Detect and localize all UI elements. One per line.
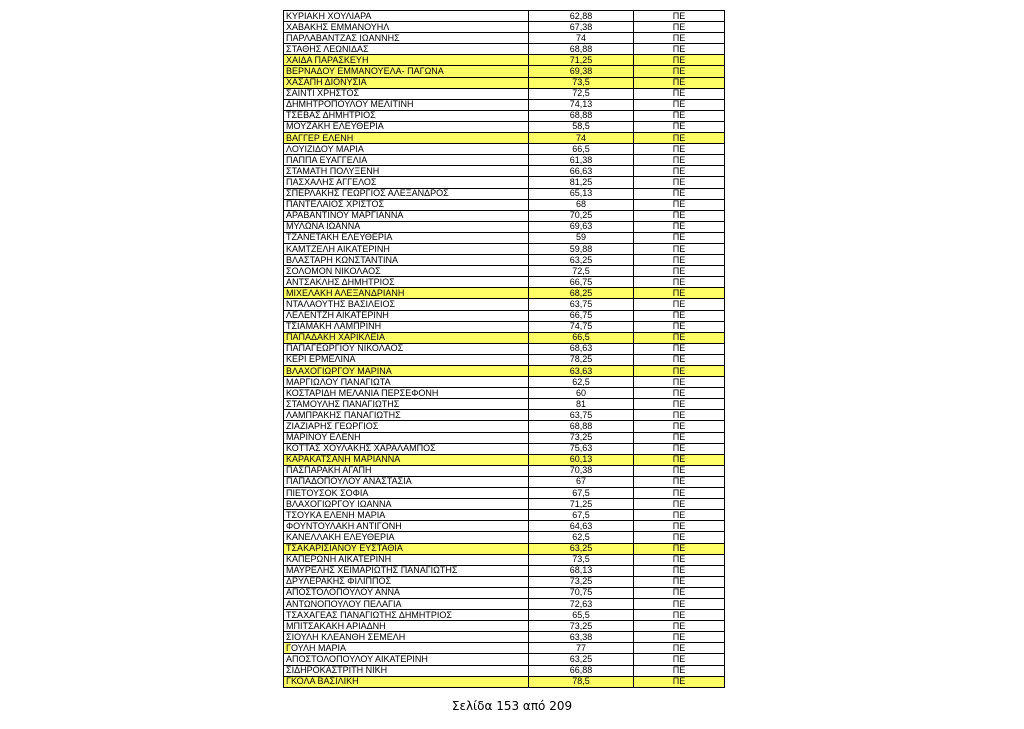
name-cell: ΛΟΥΙΖΙΔΟΥ ΜΑΡΙΑ [284,144,529,155]
table-row [284,243,725,254]
category-cell: ΠΕ [634,465,725,476]
category-cell: ΠΕ [634,654,725,665]
table-row [284,188,725,199]
category-cell: ΠΕ [634,44,725,55]
score-cell: 74,75 [529,321,634,332]
score-cell: 63,25 [529,543,634,554]
score-cell: 74,13 [529,99,634,110]
category-cell: ΠΕ [634,598,725,609]
name-cell: ΜΑΡΙΝΟΥ ΕΛΕΝΗ [284,432,529,443]
score-cell: 72,63 [529,598,634,609]
name-cell: ΚΑΡΑΚΑΤΣΑΝΗ ΜΑΡΙΑΝΝΑ [284,454,529,465]
name-cell: ΜΙΧΕΛΑΚΗ ΑΛΕΞΑΝΔΡΙΑΝΗ [284,288,529,299]
category-cell: ΠΕ [634,310,725,321]
table-row [284,576,725,587]
table-row [284,44,725,55]
table-row [284,676,725,687]
name-cell: ΛΑΜΠΡΑΚΗΣ ΠΑΝΑΓΙΩΤΗΣ [284,410,529,421]
name-cell: ΑΠΟΣΤΟΛΟΠΟΥΛΟΥ ΑΝΝΑ [284,587,529,598]
category-cell: ΠΕ [634,610,725,621]
category-cell: ΠΕ [634,499,725,510]
table-row [284,388,725,399]
category-cell: ΠΕ [634,288,725,299]
results-table [283,10,725,688]
name-cell: ΒΑΓΓΕΡ ΕΛΕΝΗ [284,133,529,144]
category-cell: ΠΕ [634,332,725,343]
table-row [284,598,725,609]
score-cell: 64,63 [529,521,634,532]
table-row [284,232,725,243]
table-row [284,410,725,421]
category-cell: ΠΕ [634,510,725,521]
page-number: Σελίδα 153 από 209 [451,699,573,713]
category-cell: ΠΕ [634,476,725,487]
name-cell: ΣΤΑΘΗΣ ΛΕΩΝΙΔΑΣ [284,44,529,55]
name-cell: ΑΝΤΩΝΟΠΟΥΛΟΥ ΠΕΛΑΓΙΑ [284,598,529,609]
results-table-body [284,11,725,688]
name-cell: ΑΝΤΣΑΚΛΗΣ ΔΗΜΗΤΡΙΟΣ [284,277,529,288]
score-cell: 67 [529,476,634,487]
table-row [284,354,725,365]
table-row [284,33,725,44]
table-row [284,421,725,432]
table-row [284,255,725,266]
score-cell: 69,63 [529,221,634,232]
table-row [284,166,725,177]
score-cell: 61,38 [529,155,634,166]
score-cell: 60,13 [529,454,634,465]
table-row [284,343,725,354]
score-cell: 73,25 [529,621,634,632]
name-cell: ΑΡΑΒΑΝΤΙΝΟΥ ΜΑΡΓΙΑΝΝΑ [284,210,529,221]
score-cell: 67,38 [529,22,634,33]
score-cell: 68,25 [529,288,634,299]
table-row [284,22,725,33]
name-cell: ΠΑΡΛΑΒΑΝΤΖΑΣ ΙΩΑΝΝΗΣ [284,33,529,44]
table-row [284,377,725,388]
category-cell: ΠΕ [634,643,725,654]
score-cell: 60 [529,388,634,399]
table-row [284,488,725,499]
table-row [284,587,725,598]
name-cell: ΠΑΠΑΓΕΩΡΓΙΟΥ ΝΙΚΟΛΑΟΣ [284,343,529,354]
name-cell: ΒΕΡΝΑΔΟΥ ΕΜΜΑΝΟΥΕΛΑ- ΠΑΓΩΝΑ [284,66,529,77]
score-cell: 67,5 [529,488,634,499]
name-cell: ΣΟΛΟΜΟΝ ΝΙΚΟΛΑΟΣ [284,266,529,277]
category-cell: ΠΕ [634,255,725,266]
table-row [284,521,725,532]
name-cell: ΜΟΥΖΑΚΗ ΕΛΕΥΘΕΡΙΑ [284,121,529,132]
score-cell: 70,38 [529,465,634,476]
score-cell: 66,63 [529,166,634,177]
table-row [284,665,725,676]
category-cell: ΠΕ [634,144,725,155]
score-cell: 71,25 [529,55,634,66]
score-cell: 68 [529,199,634,210]
category-cell: ΠΕ [634,343,725,354]
table-row [284,610,725,621]
score-cell: 58,5 [529,121,634,132]
category-cell: ΠΕ [634,454,725,465]
category-cell: ΠΕ [634,399,725,410]
score-cell: 81,25 [529,177,634,188]
table-row [284,121,725,132]
score-cell: 63,25 [529,654,634,665]
table-row [284,454,725,465]
category-cell: ΠΕ [634,188,725,199]
category-cell: ΠΕ [634,665,725,676]
name-cell: ΚΟΤΤΑΣ ΧΟΥΛΑΚΗΣ ΧΑΡΑΛΑΜΠΟΣ [284,443,529,454]
name-cell: ΒΛΑΧΟΓΙΩΡΓΟΥ ΙΩΑΝΝΑ [284,499,529,510]
category-cell: ΠΕ [634,110,725,121]
score-cell: 59 [529,232,634,243]
score-cell: 68,63 [529,343,634,354]
name-cell: ΚΑΠΕΡΩΝΗ ΑΙΚΑΤΕΡΙΝΗ [284,554,529,565]
score-cell: 81 [529,399,634,410]
table-row [284,199,725,210]
table-row [284,88,725,99]
name-cell: ΚΕΡΙ ΕΡΜΕΛΙΝΑ [284,354,529,365]
table-row [284,210,725,221]
name-cell: ΠΑΠΑΔΟΠΟΥΛΟΥ ΑΝΑΣΤΑΣΙΑ [284,476,529,487]
table-row [284,299,725,310]
category-cell: ΠΕ [634,121,725,132]
name-cell: ΣΙΔΗΡΟΚΑΣΤΡΙΤΗ ΝΙΚΗ [284,665,529,676]
score-cell: 68,88 [529,44,634,55]
score-cell: 78,25 [529,354,634,365]
table-row [284,55,725,66]
table-row [284,66,725,77]
score-cell: 59,88 [529,243,634,254]
score-cell: 73,25 [529,432,634,443]
table-row [284,266,725,277]
score-cell: 62,88 [529,11,634,22]
name-cell: ΜΥΛΩΝΑ ΙΩΑΝΝΑ [284,221,529,232]
table-row [284,144,725,155]
score-cell: 74 [529,33,634,44]
score-cell: 66,75 [529,277,634,288]
score-cell: 68,88 [529,110,634,121]
name-cell: ΣΤΑΜΟΥΛΗΣ ΠΑΝΑΓΙΩΤΗΣ [284,399,529,410]
table-row [284,332,725,343]
category-cell: ΠΕ [634,133,725,144]
table-row [284,532,725,543]
table-row [284,510,725,521]
name-cell: ΧΑΙΔΑ ΠΑΡΑΣΚΕΥΗ [284,55,529,66]
category-cell: ΠΕ [634,576,725,587]
table-row [284,77,725,88]
category-cell: ΠΕ [634,621,725,632]
name-cell: ΜΑΥΡΕΛΗΣ ΧΕΙΜΑΡΙΩΤΗΣ ΠΑΝΑΓΙΩΤΗΣ [284,565,529,576]
category-cell: ΠΕ [634,232,725,243]
name-cell: ΒΛΑΣΤΑΡΗ ΚΩΝΣΤΑΝΤΙΝΑ [284,255,529,266]
table-row [284,565,725,576]
name-cell: ΧΑΣΑΠΗ ΔΙΟΝΥΣΙΑ [284,77,529,88]
table-row [284,155,725,166]
score-cell: 78,5 [529,676,634,687]
category-cell: ΠΕ [634,587,725,598]
category-cell: ΠΕ [634,221,725,232]
name-cell: ΤΣΑΧΑΓΕΑΣ ΠΑΝΑΓΙΩΤΗΣ ΔΗΜΗΤΡΙΟΣ [284,610,529,621]
category-cell: ΠΕ [634,321,725,332]
score-cell: 67,5 [529,510,634,521]
score-cell: 75,63 [529,443,634,454]
name-cell: ΣΠΕΡΛΑΚΗΣ ΓΕΩΡΓΙΟΣ ΑΛΕΞΑΝΔΡΟΣ [284,188,529,199]
name-cell: ΠΑΣΠΑΡΑΚΗ ΑΓΑΠΗ [284,465,529,476]
table-row [284,177,725,188]
category-cell: ΠΕ [634,66,725,77]
name-cell: ΜΠΙΤΣΑΚΑΚΗ ΑΡΙΑΔΝΗ [284,621,529,632]
name-cell: ΚΑΜΤΖΕΛΗ ΑΙΚΑΤΕΡΙΝΗ [284,243,529,254]
table-row [284,543,725,554]
score-cell: 62,5 [529,377,634,388]
table-row [284,366,725,377]
category-cell: ΠΕ [634,11,725,22]
name-cell: ΓΟΥΛΗ ΜΑΡΙΑ [284,643,529,654]
score-cell: 73,5 [529,554,634,565]
table-row [284,654,725,665]
category-cell: ΠΕ [634,155,725,166]
table-row [284,277,725,288]
name-cell: ΔΗΜΗΤΡΟΠΟΥΛΟΥ ΜΕΛΙΤΙΝΗ [284,99,529,110]
score-cell: 70,25 [529,210,634,221]
category-cell: ΠΕ [634,266,725,277]
table-row [284,443,725,454]
name-cell: ΦΟΥΝΤΟΥΛΑΚΗ ΑΝΤΙΓΟΝΗ [284,521,529,532]
category-cell: ΠΕ [634,543,725,554]
name-cell: ΒΛΑΧΟΓΙΩΡΓΟΥ ΜΑΡΙΝΑ [284,366,529,377]
category-cell: ΠΕ [634,210,725,221]
category-cell: ΠΕ [634,199,725,210]
category-cell: ΠΕ [634,299,725,310]
category-cell: ΠΕ [634,77,725,88]
table-row [284,99,725,110]
category-cell: ΠΕ [634,33,725,44]
name-cell: ΤΣΟΥΚΑ ΕΛΕΝΗ ΜΑΡΙΑ [284,510,529,521]
score-cell: 71,25 [529,499,634,510]
category-cell: ΠΕ [634,676,725,687]
table-row [284,399,725,410]
score-cell: 66,5 [529,144,634,155]
table-row [284,288,725,299]
name-cell: ΠΑΣΧΑΛΗΣ ΑΓΓΕΛΟΣ [284,177,529,188]
score-cell: 66,88 [529,665,634,676]
category-cell: ΠΕ [634,243,725,254]
category-cell: ΠΕ [634,632,725,643]
category-cell: ΠΕ [634,443,725,454]
score-cell: 62,5 [529,532,634,543]
score-cell: 72,5 [529,88,634,99]
table-row [284,499,725,510]
name-cell: ΚΥΡΙΑΚΗ ΧΟΥΛΙΑΡΑ [284,11,529,22]
name-cell: ΧΑΒΑΚΗΣ ΕΜΜΑΝΟΥΗΛ [284,22,529,33]
category-cell: ΠΕ [634,554,725,565]
name-cell: ΤΣΙΑΜΑΚΗ ΛΑΜΠΡΙΝΗ [284,321,529,332]
name-cell: ΔΡΥΛΕΡΑΚΗΣ ΦΙΛΙΠΠΟΣ [284,576,529,587]
table-row [284,476,725,487]
table-row [284,432,725,443]
table-row [284,554,725,565]
score-cell: 73,5 [529,77,634,88]
name-cell: ΠΙΕΤΟΥΣΟΚ ΣΟΦΙΑ [284,488,529,499]
name-cell: ΣΑΙΝΤΙ ΧΡΗΣΤΟΣ [284,88,529,99]
category-cell: ΠΕ [634,432,725,443]
name-cell: ΓΚΟΛΑ ΒΑΣΙΛΙΚΗ [284,676,529,687]
category-cell: ΠΕ [634,177,725,188]
category-cell: ΠΕ [634,488,725,499]
name-cell: ΚΟΣΤΑΡΙΔΗ ΜΕΛΑΝΙΑ ΠΕΡΣΕΦΟΝΗ [284,388,529,399]
name-cell: ΝΤΑΛΑΟΥΤΗΣ ΒΑΣΙΛΕΙΟΣ [284,299,529,310]
score-cell: 73,25 [529,576,634,587]
name-cell: ΠΑΠΑΔΑΚΗ ΧΑΡΙΚΛΕΙΑ [284,332,529,343]
table-row [284,110,725,121]
table-row [284,321,725,332]
score-cell: 69,38 [529,66,634,77]
score-cell: 68,13 [529,565,634,576]
name-cell: ΤΖΑΝΕΤΑΚΗ ΕΛΕΥΘΕΡΙΑ [284,232,529,243]
name-cell: ΠΑΝΤΕΛΑΙΟΣ ΧΡΙΣΤΟΣ [284,199,529,210]
score-cell: 63,38 [529,632,634,643]
score-cell: 66,75 [529,310,634,321]
category-cell: ΠΕ [634,377,725,388]
category-cell: ΠΕ [634,565,725,576]
table-row [284,310,725,321]
name-cell: ΑΠΟΣΤΟΛΟΠΟΥΛΟΥ ΑΙΚΑΤΕΡΙΝΗ [284,654,529,665]
name-cell: ΜΑΡΓΙΩΛΟΥ ΠΑΝΑΓΙΩΤΑ [284,377,529,388]
score-cell: 63,63 [529,366,634,377]
category-cell: ΠΕ [634,410,725,421]
category-cell: ΠΕ [634,166,725,177]
category-cell: ΠΕ [634,99,725,110]
name-cell: ΛΕΛΕΝΤΖΗ ΑΙΚΑΤΕΡΙΝΗ [284,310,529,321]
name-cell: ΣΙΟΥΛΗ ΚΛΕΑΝΘΗ ΣΕΜΕΛΗ [284,632,529,643]
name-cell: ΤΣΑΚΑΡΙΣΙΑΝΟΥ ΕΥΣΤΑΘΙΑ [284,543,529,554]
category-cell: ΠΕ [634,521,725,532]
category-cell: ΠΕ [634,354,725,365]
score-cell: 74 [529,133,634,144]
score-cell: 68,88 [529,421,634,432]
score-cell: 70,75 [529,587,634,598]
table-row [284,11,725,22]
score-cell: 63,75 [529,299,634,310]
score-cell: 63,75 [529,410,634,421]
category-cell: ΠΕ [634,55,725,66]
category-cell: ΠΕ [634,277,725,288]
category-cell: ΠΕ [634,421,725,432]
table-row [284,621,725,632]
table-row [284,632,725,643]
table-row [284,465,725,476]
name-cell: ΖΙΑΖΙΑΡΗΣ ΓΕΩΡΓΙΟΣ [284,421,529,432]
score-cell: 63,25 [529,255,634,266]
category-cell: ΠΕ [634,388,725,399]
score-cell: 77 [529,643,634,654]
name-cell: ΠΑΠΠΑ ΕΥΑΓΓΕΛΙΑ [284,155,529,166]
table-row [284,133,725,144]
name-cell: ΤΣΕΒΑΣ ΔΗΜΗΤΡΙΟΣ [284,110,529,121]
category-cell: ΠΕ [634,22,725,33]
name-cell: ΚΑΝΕΛΛΑΚΗ ΕΛΕΥΘΕΡΙΑ [284,532,529,543]
table-row [284,643,725,654]
score-cell: 66,5 [529,332,634,343]
score-cell: 65,5 [529,610,634,621]
category-cell: ΠΕ [634,532,725,543]
name-cell: ΣΤΑΜΑΤΗ ΠΟΛΥΞΕΝΗ [284,166,529,177]
score-cell: 72,5 [529,266,634,277]
table-row [284,221,725,232]
category-cell: ΠΕ [634,88,725,99]
score-cell: 65,13 [529,188,634,199]
category-cell: ΠΕ [634,366,725,377]
